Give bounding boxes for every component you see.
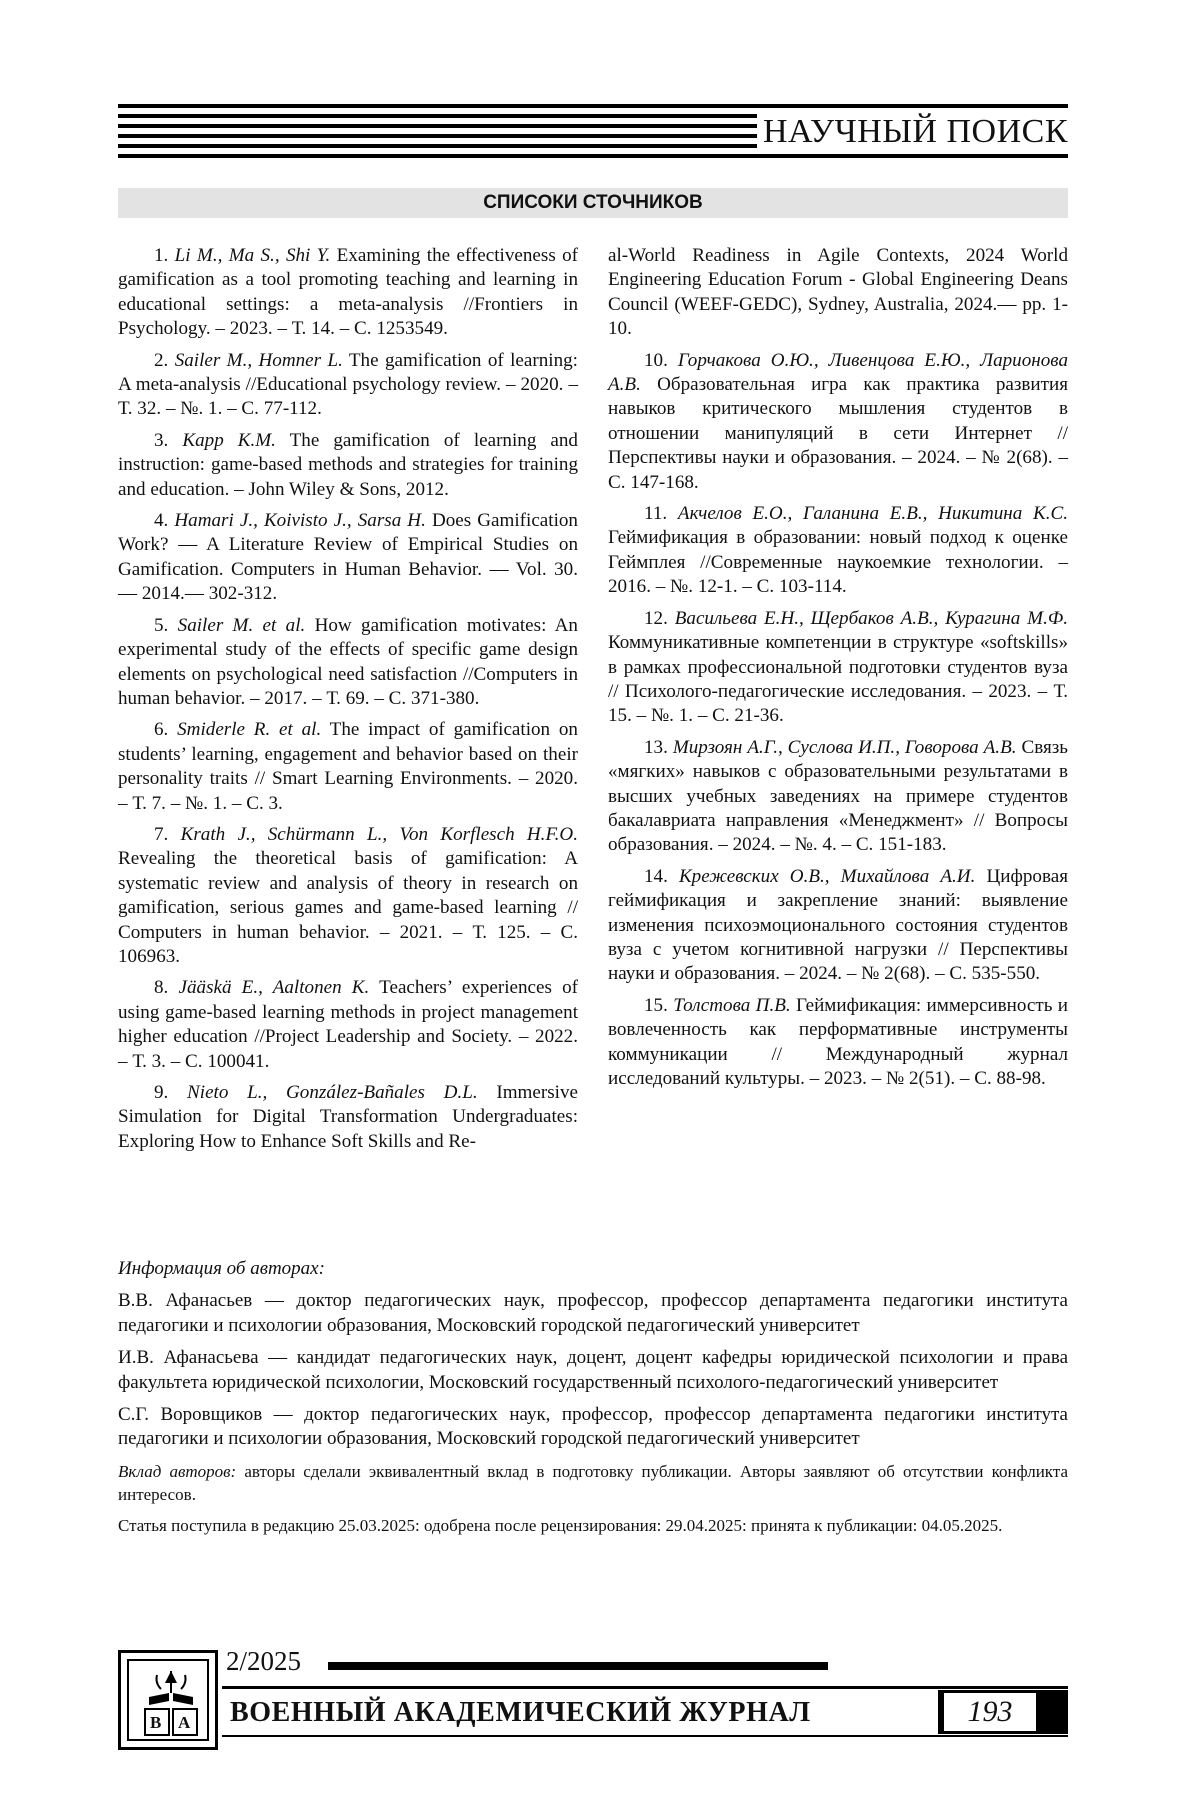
- journal-logo: [118, 1650, 218, 1750]
- references-list: [118, 244, 1068, 1161]
- author-info-title: Информация об авторах:: [118, 1258, 325, 1279]
- reference-item: 6. Smiderle R. et al. The impact of gamification on students’ learning, engagement and behavior based on their personality traits // Smart Learning Environments. – 2020. – Т. 7. – №. 1. – С. 3.: [118, 719, 578, 814]
- reference-item: 5. Sailer M. et al. How gamification motivates: An experimental study of the effects of specific game design elements on psychological need satisfaction //Computers in human behavior. – 2017. – Т. 69. – С. 371-380.: [118, 614, 578, 709]
- reference-item: 8. Jääskä E., Aaltonen K. Teachers’ experiences of using game-based learning methods in project management higher education //Project Leadership and Society. – 2022. – Т. 3. – С. 100041.: [118, 977, 578, 1072]
- logo-letter: А: [178, 1713, 191, 1732]
- reference-item: 9. Nieto L., González-Bañales D.L. Immersive Simulation for Digital Transformation Undergraduates: Exploring How to Enhance Soft Skills and Re-: [118, 1082, 578, 1152]
- issue-number: 2/2025: [226, 1646, 302, 1676]
- reference-item-continued: al-World Readiness in Agile Contexts, 2024 World Engineering Education Forum - Global Engineering Deans Council (WEEF-GEDC), Sydney, Australia, 2024.— pp. 1-10.: [608, 245, 1068, 340]
- reference-item: 1. Li M., Ma S., Shi Y. Examining the effectiveness of gamification as a tool promoting teaching and learning in educational settings: a meta-analysis //Frontiers in Psychology. – 2023. – Т. 14. – С. 1253549.: [118, 245, 578, 340]
- section-title: НАУЧНЫЙ ПОИСК: [757, 112, 1068, 152]
- reference-item: 7. Krath J., Schürmann L., Von Korflesch H.F.O. Revealing the theoretical basis of gamification: A systematic review and analysis of theory in research on gamification, serious games and game-based learning // Computers in human behavior. – 2021. – Т. 125. – С. 106963.: [118, 823, 578, 967]
- logo-letter: В: [150, 1713, 162, 1732]
- right-column: [608, 244, 1068, 1161]
- book-emblem-icon: [121, 1653, 221, 1753]
- author-entry: С.Г. Воровщиков — доктор педагогических наук, профессор, профессор департамента педагогики института педагогики и психологии образования, Московский городской педагогический университет: [118, 1404, 1068, 1450]
- reference-item: 2. Sailer M., Homner L. The gamification of learning: A meta-analysis //Educational psychology review. – 2020. – Т. 32. – №. 1. – С. 77-112.: [118, 349, 578, 420]
- author-info: [118, 1257, 1068, 1545]
- reference-item: 12. Васильева Е.Н., Щербаков А.В., Курагина М.Ф. Коммуникативные компетенции в структуре «softskills» в рамках профессиональной подготовки студентов вуза // Психолого-педагогические исследования. – 2023. – Т. 15. – №. 1. – С. 21-36.: [608, 607, 1068, 727]
- reference-item: 3. Kapp K.M. The gamification of learning and instruction: game-based methods and strategies for training and education. – John Wiley & Sons, 2012.: [118, 429, 578, 500]
- footer: [118, 1646, 1068, 1750]
- left-column: [118, 244, 578, 1161]
- references-heading: СПИСОКИ СТОЧНИКОВ: [118, 188, 1068, 218]
- contribution-note: Вклад авторов: авторы сделали эквивалентный вклад в подготовку публикации. Авторы заявляют об отсутствии конфликта интересов.: [118, 1461, 1069, 1504]
- footer-divider: [222, 1686, 1068, 1689]
- journal-name: ВОЕННЫЙ АКАДЕМИЧЕСКИЙ ЖУРНАЛ: [230, 1697, 811, 1728]
- publication-dates: Статья поступила в редакцию 25.03.2025: одобрена после рецензирования: 29.04.2025: принята к публикации: 04.05.2025.: [118, 1515, 1003, 1535]
- reference-item: 13. Мирзоян А.Г., Суслова И.П., Говорова А.В. Связь «мягких» навыков с образовательными результатами в высших учебных заведениях на примере студентов бакалавриата направления «Менеджмент» // Вопросы образования. – 2024. – №. 4. – С. 151-183.: [608, 736, 1068, 856]
- reference-item: 15. Толстова П.В. Геймификация: иммерсивность и вовлеченность как перформативные инструменты коммуникации // Международный журнал исследований культуры. – 2023. – № 2(51). – С. 88-98.: [608, 994, 1068, 1089]
- reference-item: 11. Акчелов Е.О., Галанина Е.В., Никитина К.С. Геймификация в образовании: новый подход к оценке Геймплея //Современные наукоемкие технологии. – 2016. – №. 12-1. – С. 103-114.: [608, 503, 1068, 598]
- footer-rule: [328, 1662, 828, 1670]
- reference-item: 14. Крежевских О.В., Михайлова А.И. Цифровая геймификация и закрепление знаний: выявление изменения психоэмоционального состояния студентов вуза с учетом когнитивной нагрузки // Перспективы науки и образования. – 2024. – № 2(68). – С. 535-550.: [608, 865, 1068, 985]
- author-entry: И.В. Афанасьева — кандидат педагогических наук, доцент, доцент кафедры юридической психологии и права факультета юридической психологии, Московский государственный психолого-педагогический университет: [118, 1347, 1068, 1393]
- page-number: 193: [944, 1693, 1036, 1731]
- author-entry: В.В. Афанасьев — доктор педагогических наук, профессор, профессор департамента педагогики института педагогики и психологии образования, Московский городской педагогический университет: [118, 1290, 1068, 1336]
- footer-bottom-rule: [222, 1735, 1068, 1737]
- reference-item: 4. Hamari J., Koivisto J., Sarsa H. Does Gamification Work? — A Literature Review of Empirical Studies on Gamification. Computers in Human Behavior. — Vol. 30.— 2014.— 302-312.: [118, 510, 578, 605]
- reference-item: 10. Горчакова О.Ю., Ливенцова Е.Ю., Ларионова А.В. Образовательная игра как практика развития навыков критического мышления студентов в отношении манипуляций в сети Интернет // Перспективы науки и образования. – 2024. – № 2(68). – С. 147-168.: [608, 349, 1068, 493]
